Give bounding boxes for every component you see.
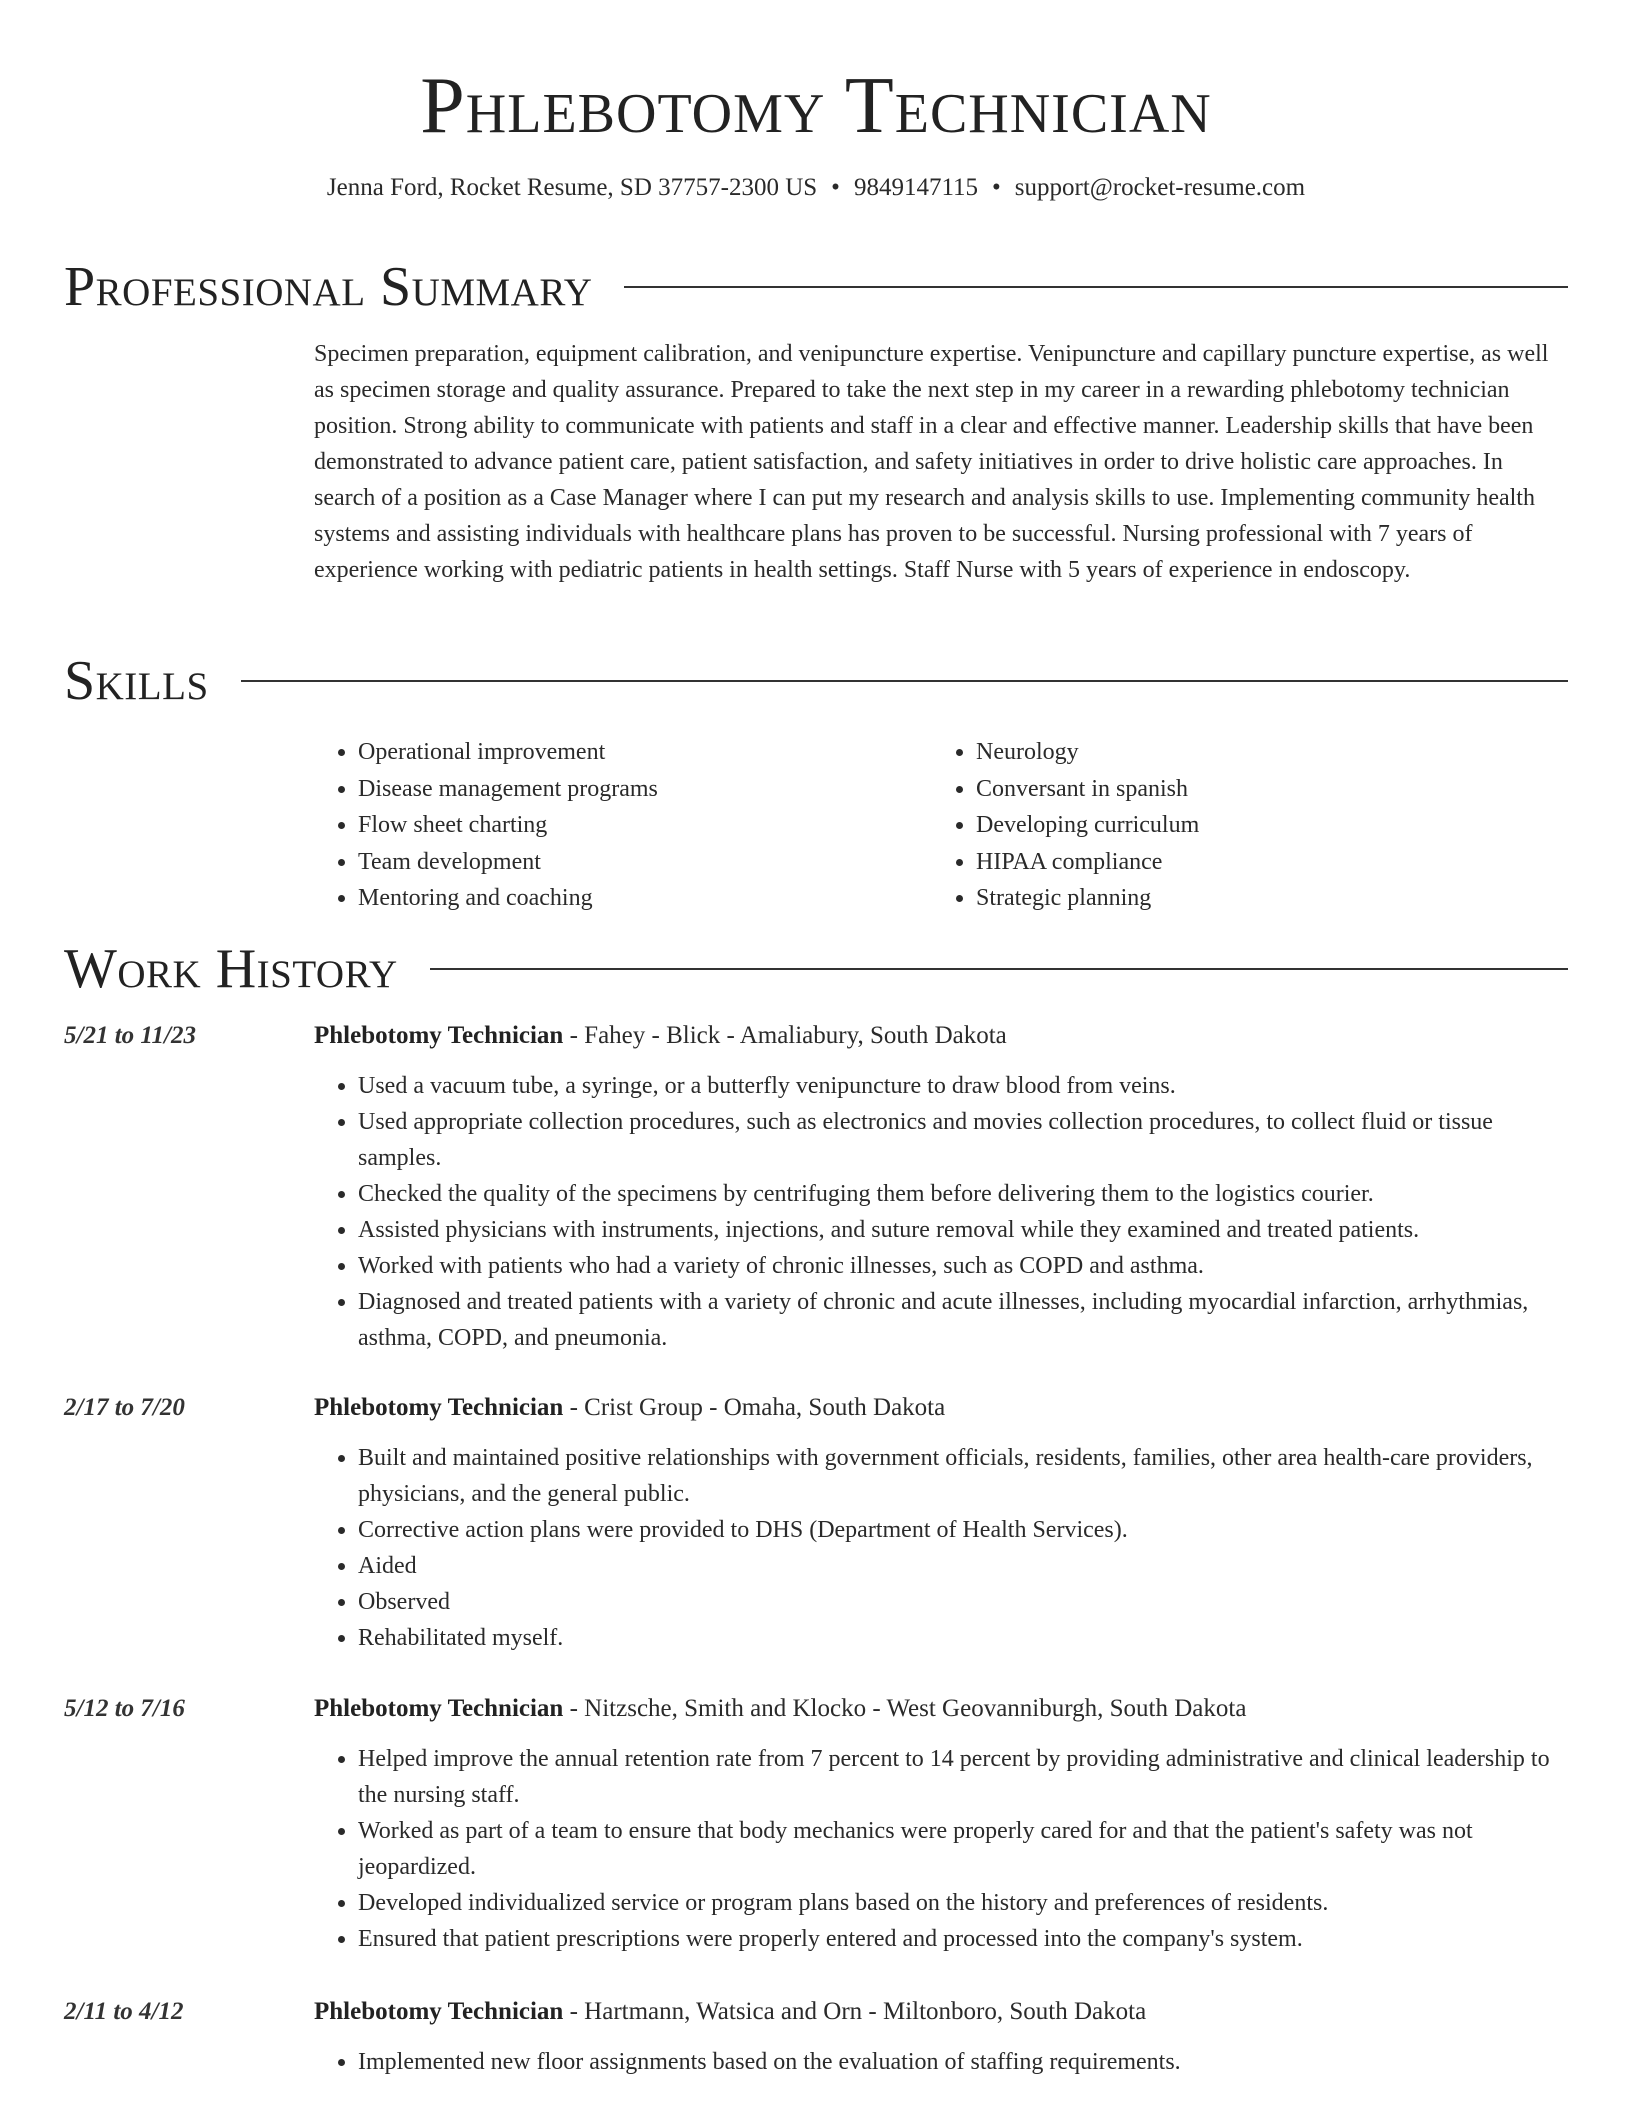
job-duty: • Helped improve the annual retention rate from 7 percent to 14 percent by providing administrative and clinical leadership to the nursing staff. xyxy=(358,1741,1568,1813)
skills-column-left xyxy=(314,734,932,917)
skill-item: • Flow sheet charting xyxy=(358,807,932,844)
skill-item: • Disease management programs xyxy=(358,771,932,808)
job-title: Phlebotomy Technician xyxy=(314,1695,564,1722)
skill-item: • Operational improvement xyxy=(358,734,932,771)
job-title: Phlebotomy Technician xyxy=(314,1998,564,2025)
skill-item: • Mentoring and coaching xyxy=(358,880,932,917)
job-duty: • Developed individualized service or program plans based on the history and preferences of residents. xyxy=(358,1885,1568,1921)
job-duty: • Aided xyxy=(358,1548,1568,1584)
skill-item: • Neurology xyxy=(976,734,1550,771)
section-divider xyxy=(624,286,1568,288)
summary-text: Specimen preparation, equipment calibration, and venipuncture expertise. Venipuncture and capillary puncture expertise, as well as specimen storage and quality assurance. Prepared to take the next step in my career in a rewarding phlebotomy technician position. Strong ability to communicate with patients and staff in a clear and effective manner. Leadership skills that have been demonstrated to advance patient care, patient satisfaction, and safety initiatives in order to drive holistic care approaches. In search of a position as a Case Manager where I can put my research and analysis skills to use. Implementing community health systems and assisting individuals with healthcare plans has proven to be successful. Nursing professional with 7 years of experience working with pediatric patients in health settings. Staff Nurse with 5 years of experience in endoscopy. xyxy=(314,341,1549,583)
skill-item: • HIPAA compliance xyxy=(976,844,1550,881)
summary-section-header xyxy=(64,252,1568,322)
skill-item: • Developing curriculum xyxy=(976,807,1550,844)
page-title: Phlebotomy Technician xyxy=(420,62,1212,150)
work-section-header xyxy=(64,934,1568,1004)
job-header xyxy=(314,1691,1246,1727)
separator-dot: • xyxy=(992,174,1001,201)
job-duty: • Observed xyxy=(358,1584,1568,1620)
summary-heading: Professional Summary xyxy=(64,256,593,318)
skills-section-header xyxy=(64,646,1568,716)
job-header xyxy=(314,1994,1146,2030)
job-employer: - Hartmann, Watsica and Orn - Miltonboro, South Dakota xyxy=(563,1998,1147,2025)
job-dates: 5/21 to 11/23 xyxy=(64,1022,196,1049)
job-dates: 2/11 to 4/12 xyxy=(64,1998,184,2025)
contact-line xyxy=(0,170,1632,206)
skill-item: • Team development xyxy=(358,844,932,881)
job-employer: - Crist Group - Omaha, South Dakota xyxy=(563,1394,946,1421)
skill-item: • Strategic planning xyxy=(976,880,1550,917)
job-header xyxy=(314,1390,945,1426)
job-duty: • Assisted physicians with instruments, injections, and suture removal while they examined and treated patients. xyxy=(358,1212,1568,1248)
section-divider xyxy=(430,968,1568,970)
job-dates: 2/17 to 7/20 xyxy=(64,1394,185,1421)
job-duty: • Built and maintained positive relationships with government officials, residents, families, other area health-care providers, physicians, and the general public. xyxy=(358,1440,1568,1512)
separator-dot: • xyxy=(831,174,840,201)
contact-email: support@rocket-resume.com xyxy=(1014,174,1306,201)
job-duty: • Ensured that patient prescriptions were properly entered and processed into the company's system. xyxy=(358,1921,1568,1957)
job-title: Phlebotomy Technician xyxy=(314,1022,564,1049)
job-duties xyxy=(314,1741,1568,1957)
job-duty: • Used appropriate collection procedures, such as electronics and movies collection procedures, to collect fluid or tissue samples. xyxy=(358,1104,1568,1176)
skills-list xyxy=(314,734,1568,917)
job-duties xyxy=(314,1068,1568,1356)
contact-address: Jenna Ford, Rocket Resume, SD 37757-2300 US xyxy=(326,174,818,201)
job-duty: • Diagnosed and treated patients with a variety of chronic and acute illnesses, including myocardial infarction, arrhythmias, asthma, COPD, and pneumonia. xyxy=(358,1284,1568,1356)
job-employer: - Nitzsche, Smith and Klocko - West Geovanniburgh, South Dakota xyxy=(563,1695,1247,1722)
job-duty: • Checked the quality of the specimens by centrifuging them before delivering them to the logistics courier. xyxy=(358,1176,1568,1212)
job-duties xyxy=(314,1440,1568,1656)
job-title: Phlebotomy Technician xyxy=(314,1394,564,1421)
job-duty: • Rehabilitated myself. xyxy=(358,1620,1568,1656)
job-duties xyxy=(314,2044,1568,2080)
section-divider xyxy=(241,680,1568,682)
work-heading: Work History xyxy=(64,938,398,1000)
contact-phone: 9849147115 xyxy=(853,174,979,201)
skill-item: • Conversant in spanish xyxy=(976,771,1550,808)
job-dates: 5/12 to 7/16 xyxy=(64,1695,185,1722)
job-header xyxy=(314,1018,1007,1054)
skills-heading: Skills xyxy=(64,650,209,712)
job-employer: - Fahey - Blick - Amaliabury, South Dakota xyxy=(563,1022,1007,1049)
job-duty: • Used a vacuum tube, a syringe, or a butterfly venipuncture to draw blood from veins. xyxy=(358,1068,1568,1104)
job-duty: • Implemented new floor assignments based on the evaluation of staffing requirements. xyxy=(358,2044,1568,2080)
job-duty: • Worked as part of a team to ensure that body mechanics were properly cared for and that the patient's safety was not jeopardized. xyxy=(358,1813,1568,1885)
skills-column-right xyxy=(932,734,1550,917)
job-duty: • Worked with patients who had a variety of chronic illnesses, such as COPD and asthma. xyxy=(358,1248,1568,1284)
job-duty: • Corrective action plans were provided to DHS (Department of Health Services). xyxy=(358,1512,1568,1548)
